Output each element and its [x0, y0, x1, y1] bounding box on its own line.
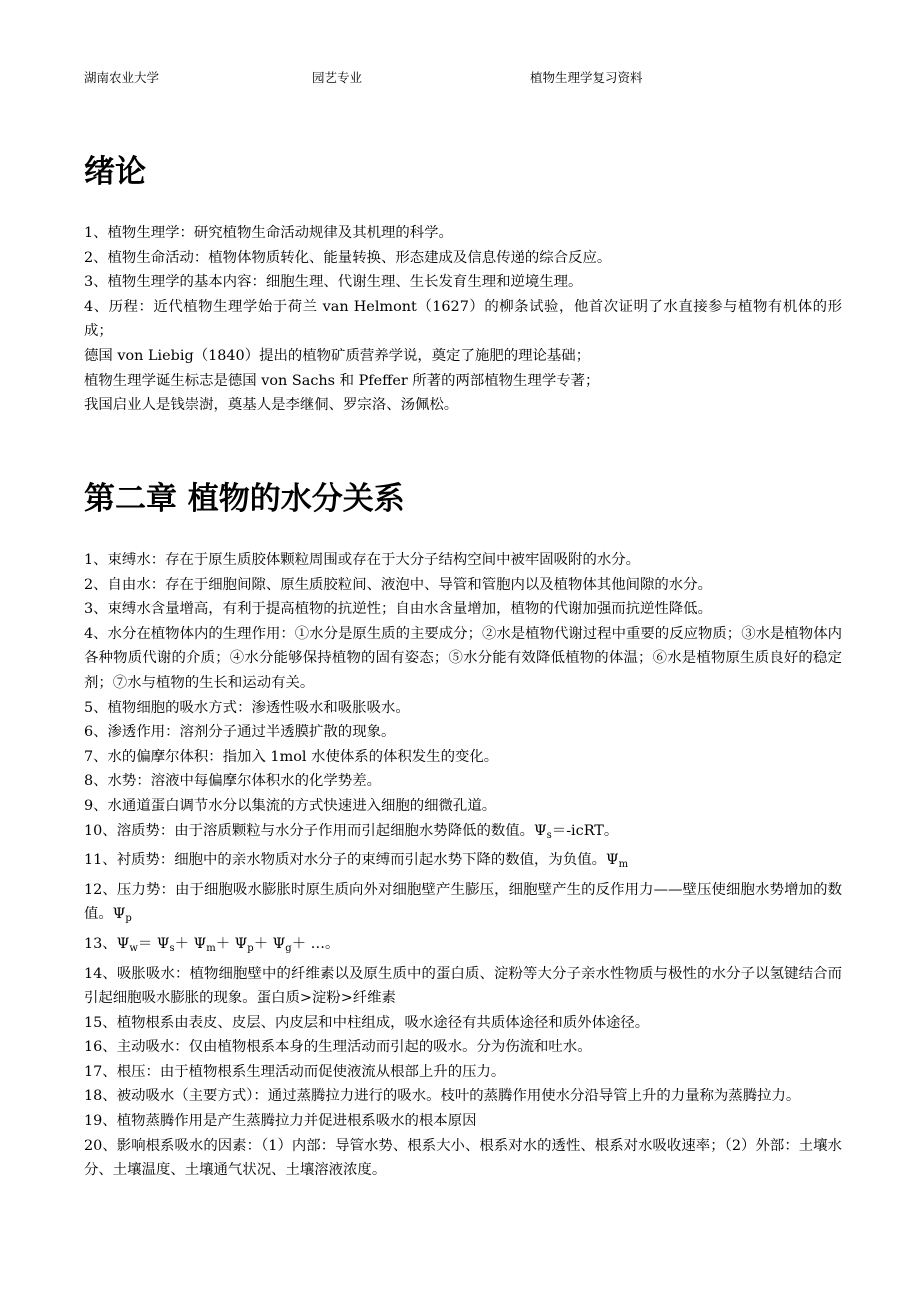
chapter-item: 6、渗透作用：溶剂分子通过半透膜扩散的现象。: [84, 724, 396, 741]
intro-title: 绪论: [84, 154, 146, 190]
chapter-item: 14、吸胀吸水：植物细胞壁中的纤维素以及原生质中的蛋白质、淀粉等大分子亲水性物质与极性的水分子以氢键结合而引起细胞吸水膨胀的现象。蛋白质>淀粉>纤维素: [84, 965, 842, 1007]
item-text: 11、衬质势：细胞中的亲水物质对水分子的束缚而引起水势下降的数值，为负值。Ψ: [84, 852, 619, 869]
chapter-item: 7、水的偏摩尔体积：指加入 1mol 水使体系的体积发生的变化。: [84, 748, 499, 765]
chapter-item: 2、自由水：存在于细胞间隙、原生质胶粒间、液泡中、导管和管胞内以及植物体其他间隙的水分。: [84, 576, 712, 593]
formula-text: ＋ Ψ: [253, 935, 286, 952]
subscript: s: [169, 942, 175, 954]
intro-section: [84, 221, 842, 418]
subscript: m: [618, 859, 629, 871]
intro-paragraph: 3、植物生理学的基本内容：细胞生理、代谢生理、生长发育生理和逆境生理。: [84, 274, 583, 291]
chapter-item: 9、水通道蛋白调节水分以集流的方式快速进入细胞的细微孔道。: [84, 797, 497, 814]
header-university: 湖南农业大学: [84, 70, 160, 85]
intro-paragraph: 我国启业人是钱崇澍，奠基人是李继侗、罗宗洛、汤佩松。: [84, 397, 459, 414]
formula-text: ＋ …。: [291, 935, 340, 952]
chapter-item: 1、束缚水：存在于原生质胶体颗粒周围或存在于大分子结构空间中被牢固吸附的水分。: [84, 552, 641, 568]
intro-paragraph: 德国 von Liebig（1840）提出的植物矿质营养学说，奠定了施肥的理论基础；: [84, 347, 591, 364]
intro-paragraph: 1、植物生理学：研究植物生命活动规律及其机理的科学。: [84, 225, 453, 241]
formula-text: ＋ Ψ: [174, 935, 207, 952]
subscript: w: [129, 942, 138, 954]
intro-paragraph: 2、植物生命活动：植物体物质转化、能量转换、形态建成及信息传递的综合反应。: [84, 249, 612, 266]
chapter-item: 8、水势：溶液中每偏摩尔体积水的化学势差。: [84, 773, 381, 790]
subscript: p: [247, 942, 254, 954]
chapter-item: 17、根压：由于植物根系生理活动而促使液流从根部上升的压力。: [84, 1063, 506, 1080]
chapter-item-water-potential-formula: [84, 932, 842, 962]
subscript: m: [206, 942, 216, 954]
intro-paragraph: 4、历程：近代植物生理学始于荷兰 van Helmont（1627）的柳条试验，他首次证明了水直接参与植物有机体的形成；: [84, 298, 842, 340]
chapter-item-matric-potential: [84, 848, 842, 878]
item-text: 12、压力势：由于细胞吸水膨胀时原生质向外对细胞壁产生膨压，细胞壁产生的反作用力——壁压使细胞水势增加的数值。Ψ: [84, 881, 842, 923]
chapter-item: 19、植物蒸腾作用是产生蒸腾拉力并促进根系吸水的根本原因: [84, 1113, 477, 1130]
chapter-section: [84, 548, 842, 1183]
formula-text: ＝ Ψ: [137, 935, 170, 952]
chapter-item: 5、植物细胞的吸水方式：渗透性吸水和吸胀吸水。: [84, 699, 410, 716]
header-major: 园艺专业: [312, 70, 363, 85]
chapter-title: 第二章 植物的水分关系: [84, 481, 405, 517]
subscript: p: [125, 913, 132, 925]
chapter-item: 15、植物根系由表皮、皮层、内皮层和中柱组成，吸水途径有共质体途径和质外体途径。: [84, 1014, 650, 1031]
chapter-item-pressure-potential: [84, 878, 842, 932]
chapter-item: 3、束缚水含量增高，有利于提高植物的抗逆性；自由水含量增加，植物的代谢加强而抗逆性降低。: [84, 601, 712, 618]
formula-text: ＋ Ψ: [215, 935, 248, 952]
chapter-item: 16、主动吸水：仅由植物根系本身的生理活动而引起的吸水。分为伤流和吐水。: [84, 1039, 592, 1056]
intro-paragraph: 植物生理学诞生标志是德国 von Sachs 和 Pfeffer 所著的两部植物生理学专著；: [84, 372, 600, 389]
subscript: s: [546, 829, 552, 841]
item-text: ＝-icRT。: [551, 822, 619, 839]
chapter-item: 4、水分在植物体内的生理作用：①水分是原生质的主要成分；②水是植物代谢过程中重要的反应物质；③水是植物体内各种物质代谢的介质；④水分能够保持植物的固有姿态；⑤水分能有效降低植物的体温；⑥水是植物原生质良好的稳定剂；⑦水与植物的生长和运动有关。: [84, 625, 842, 691]
chapter-item: 20、影响根系吸水的因素：（1）内部：导管水势、根系大小、根系对水的透性、根系对水吸收速率；（2）外部：土壤水分、土壤温度、土壤通气状况、土壤溶液浓度。: [84, 1137, 842, 1179]
subscript: g: [285, 942, 292, 954]
header-course: 植物生理学复习资料: [530, 70, 643, 85]
formula-text: 13、Ψ: [84, 935, 130, 952]
item-text: 10、溶质势：由于溶质颗粒与水分子作用而引起细胞水势降低的数值。Ψ: [84, 822, 547, 839]
page-header: [84, 68, 844, 86]
chapter-item-solute-potential: [84, 819, 842, 849]
chapter-item: 18、被动吸水（主要方式）：通过蒸腾拉力进行的吸水。枝叶的蒸腾作用使水分沿导管上升的力量称为蒸腾拉力。: [84, 1088, 801, 1105]
